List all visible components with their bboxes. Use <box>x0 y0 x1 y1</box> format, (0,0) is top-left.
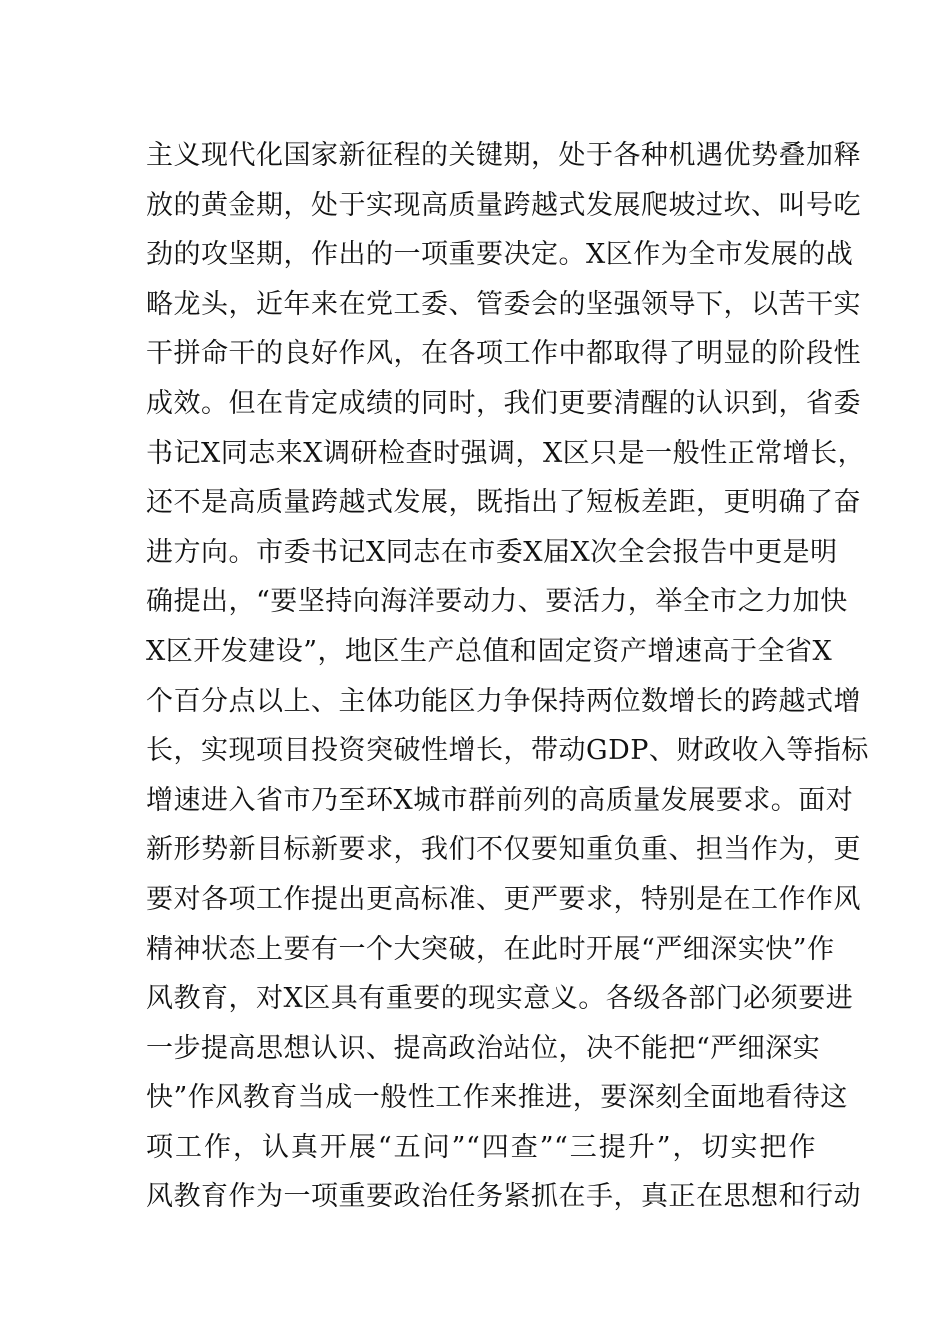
text-line: 长，实现项目投资突破性增长，带动GDP、财政收入等指标 <box>146 735 869 767</box>
text-line: X区开发建设”，地区生产总值和固定资产增速高于全省X <box>146 635 833 667</box>
text-line: 风教育作为一项重要政治任务紧抓在手，真正在思想和行动 <box>146 1181 861 1213</box>
text-line: 干拼命干的良好作风，在各项工作中都取得了明显的阶段性 <box>146 338 861 370</box>
text-line: 成效。但在肯定成绩的同时，我们更要清醒的认识到，省委 <box>146 387 861 419</box>
text-line: 进方向。市委书记X同志在市委X届X次全会报告中更是明 <box>146 536 838 568</box>
text-line: 一步提高思想认识、提高政治站位，决不能把“严细深实 <box>146 1032 821 1064</box>
text-line: 要对各项工作提出更高标准、更严要求，特别是在工作作风 <box>146 883 861 915</box>
text-line: 个百分点以上、主体功能区力争保持两位数增长的跨越式增 <box>146 685 861 717</box>
text-line: 还不是高质量跨越式发展，既指出了短板差距，更明确了奋 <box>146 487 861 519</box>
text-line: 略龙头，近年来在党工委、管委会的坚强领导下，以苦干实 <box>146 288 861 320</box>
text-line: 劲的攻坚期，作出的一项重要决定。X区作为全市发展的战 <box>146 239 854 271</box>
text-line: 书记X同志来X调研检查时强调，X区只是一般性正常增长， <box>146 437 866 469</box>
text-line: 风教育，对X区具有重要的现实意义。各级各部门必须要进 <box>146 983 854 1015</box>
text-line: 精神状态上要有一个大突破，在此时开展“严细深实快”作 <box>146 933 835 965</box>
text-line: 主义现代化国家新征程的关键期，处于各种机遇优势叠加释 <box>146 140 861 171</box>
text-line: 放的黄金期，处于实现高质量跨越式发展爬坡过坎、叫号吃 <box>146 189 861 221</box>
text-line: 新形势新目标新要求，我们不仅要知重负重、担当作为，更 <box>146 834 861 866</box>
text-line: 确提出，“要坚持向海洋要动力、要活力，举全市之力加快 <box>146 586 848 618</box>
body-paragraph <box>146 131 869 1222</box>
text-line: 快”作风教育当成一般性工作来推进，要深刻全面地看待这 <box>146 1082 848 1114</box>
text-line: 增速进入省市乃至环X城市群前列的高质量发展要求。面对 <box>146 784 854 816</box>
text-line: 项工作，认真开展“五问”“四查”“三提升”，切实把作 <box>146 1131 816 1163</box>
